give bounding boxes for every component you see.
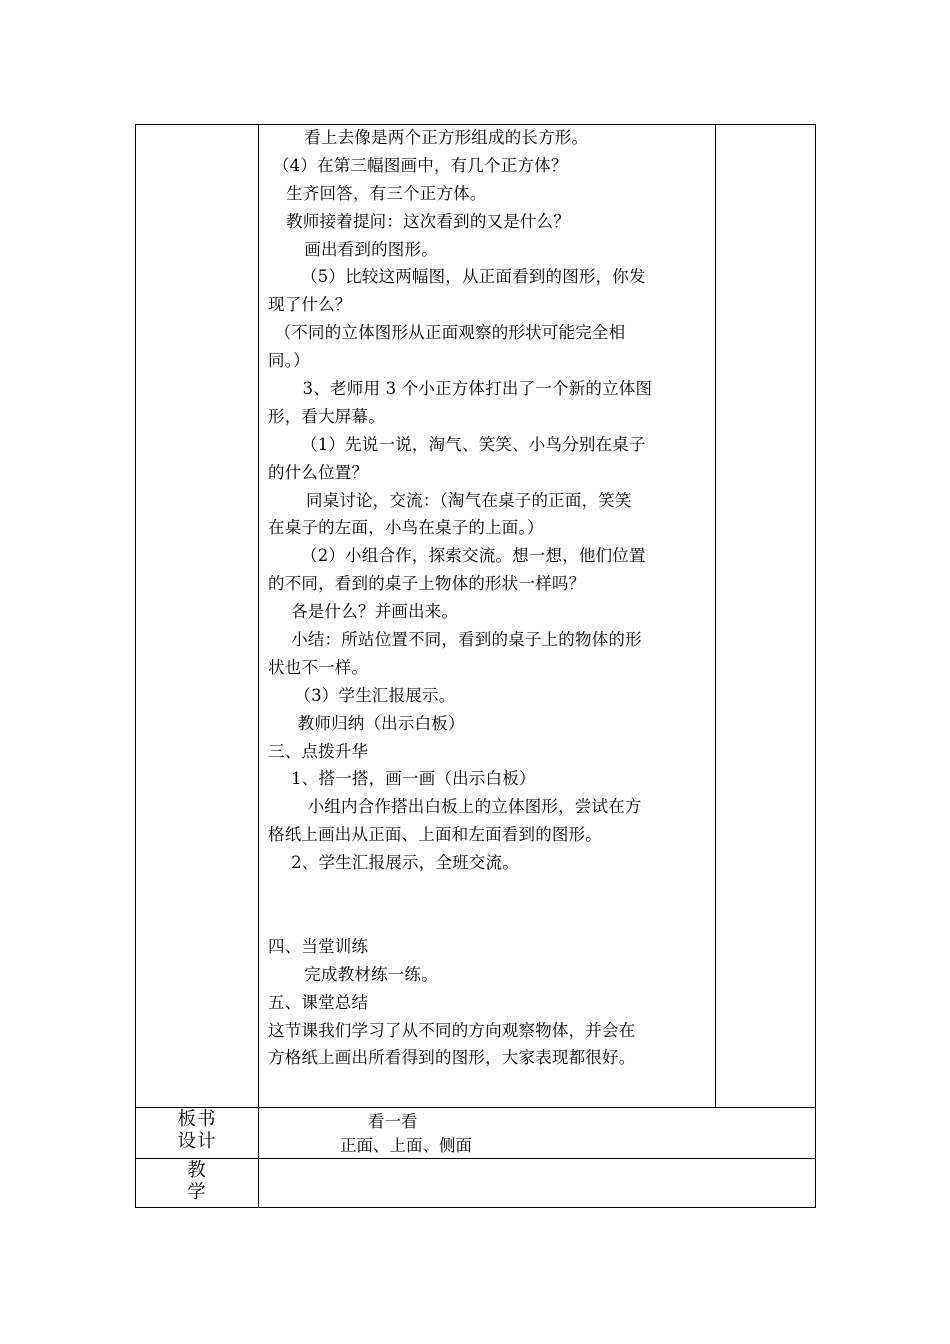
lesson-line: 五、课堂总结 xyxy=(268,992,369,1012)
teaching-label-line1: 教 xyxy=(187,1160,207,1181)
table-left-border xyxy=(135,124,136,1208)
board-design-content-line1: 看一看 xyxy=(368,1112,418,1131)
lesson-process-content xyxy=(268,124,714,1072)
lesson-line: 三、点拨升华 xyxy=(268,741,369,761)
lesson-line: 看上去像是两个正方形组成的长方形。 xyxy=(304,128,589,147)
row-divider-board xyxy=(135,1158,816,1159)
lesson-line: 同。） xyxy=(268,351,310,371)
lesson-line: 四、当堂训练 xyxy=(268,936,369,956)
board-design-label-line2: 设计 xyxy=(177,1131,217,1152)
lesson-line: 画出看到的图形。 xyxy=(304,239,438,259)
board-design-label xyxy=(136,1109,258,1153)
lesson-line: 小组内合作搭出白板上的立体图形，尝试在方 xyxy=(307,797,642,817)
lesson-line: （3）学生汇报展示。 xyxy=(294,685,456,705)
board-design-label-line1: 板书 xyxy=(177,1109,217,1130)
lesson-line: （5）比较这两幅图，从正面看到的图形，你发 xyxy=(301,267,646,287)
lesson-line: 教师归纳（出示白板） xyxy=(297,713,465,733)
lesson-line: （1）先说一说，淘气、笑笑、小鸟分别在桌子 xyxy=(301,434,646,454)
lesson-line: 生齐回答，有三个正方体。 xyxy=(286,183,487,203)
lesson-line: 各是什么？并画出来。 xyxy=(291,602,459,622)
lesson-line: （4）在第三幅图画中，有几个正方体？ xyxy=(272,155,568,175)
teaching-label-line2: 学 xyxy=(187,1182,207,1203)
lesson-line: 同桌讨论，交流：（淘气在桌子的正面，笑笑 xyxy=(305,490,632,510)
lesson-line: 3、老师用 3 个小正方体打出了一个新的立体图 xyxy=(302,379,653,399)
lesson-line: 1、搭一搭，画一画（出示白板） xyxy=(291,769,536,789)
teaching-label xyxy=(136,1160,258,1204)
lesson-line: 现了什么？ xyxy=(268,295,352,315)
column-divider-notes xyxy=(715,124,716,1108)
table-bottom-border xyxy=(135,1207,816,1208)
column-divider-label xyxy=(258,124,259,1208)
lesson-line: 教师接着提问：这次看到的又是什么？ xyxy=(286,211,571,231)
lesson-line xyxy=(268,905,714,933)
lesson-line: （不同的立体图形从正面观察的形状可能完全相 xyxy=(274,323,626,343)
lesson-line xyxy=(268,877,714,905)
lesson-line: 2、学生汇报展示，全班交流。 xyxy=(291,853,519,873)
table-right-border xyxy=(815,124,816,1208)
lesson-line: 形，看大屏幕。 xyxy=(268,406,385,426)
lesson-line: 小结：所站位置不同，看到的桌子上的物体的形 xyxy=(291,630,642,650)
lesson-line: 的什么位置？ xyxy=(268,462,369,482)
row-divider-main xyxy=(135,1107,816,1108)
lesson-line: 的不同，看到的桌子上物体的形状一样吗？ xyxy=(268,574,586,594)
lesson-line: 方格纸上画出所看得到的图形，大家表现都很好。 xyxy=(268,1048,636,1068)
board-design-content-line2: 正面、上面、侧面 xyxy=(340,1136,472,1155)
lesson-line: 格纸上画出从正面、上面和左面看到的图形。 xyxy=(268,825,602,845)
lesson-line: 状也不一样。 xyxy=(268,657,369,677)
lesson-line: 这节课我们学习了从不同的方向观察物体，并会在 xyxy=(268,1020,636,1040)
lesson-line: （2）小组合作，探索交流。想一想，他们位置 xyxy=(301,546,646,566)
lesson-line: 完成教材练一练。 xyxy=(304,964,438,984)
lesson-line: 在桌子的左面，小鸟在桌子的上面。） xyxy=(268,518,544,538)
